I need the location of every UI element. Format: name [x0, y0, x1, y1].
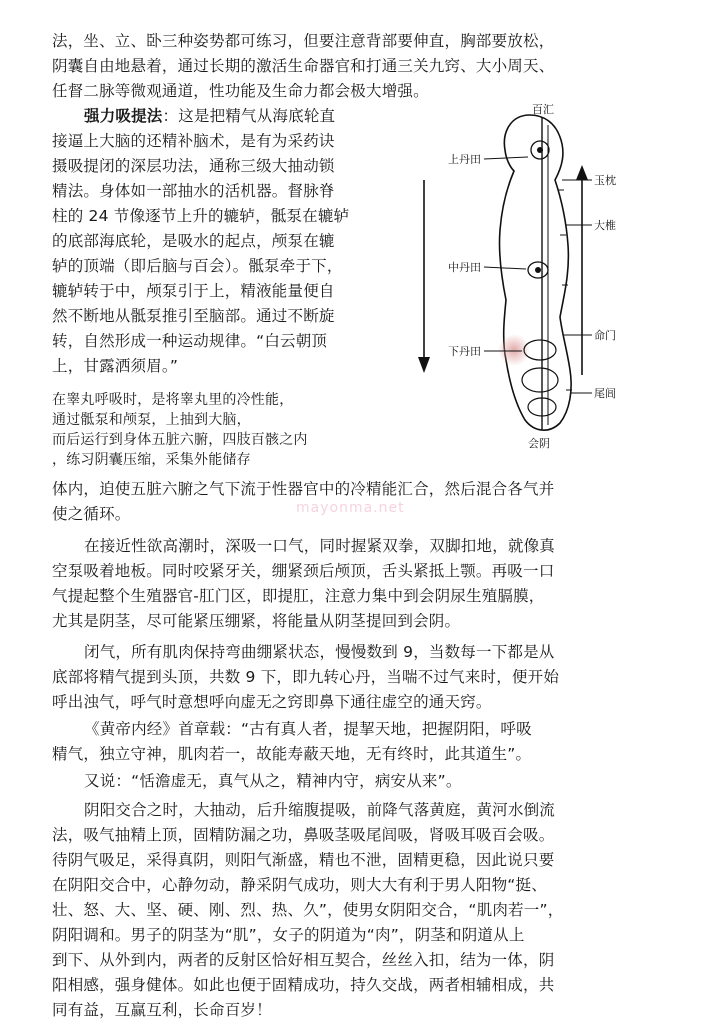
method-line-9: 然不断地从骶泵推引至脑部。通过不断旋	[52, 307, 335, 325]
final-line-4: 在阴阳交合中，心静勿动，静采阴气成功，则大大有利于男人阳物“挺、	[52, 876, 547, 894]
label-yuzhen: 玉枕	[594, 174, 616, 187]
down-arrow-head	[418, 357, 430, 373]
small-line-2: 通过骶泵和颅泵，上抽到大脑，	[52, 412, 251, 428]
final-line-5: 壮、怒、大、坚、硬、刚、烈、热、久”，使男女阴阳交合，“肌肉若一”，	[52, 901, 564, 919]
method-line-3: 摄吸提闭的深层功法，通称三级大抽动锁	[52, 157, 335, 175]
method-line-11: 上，甘露洒须眉。”	[52, 357, 179, 375]
method-line-2: 接逼上大脑的还精补脑术，是有为采药诀	[52, 132, 335, 150]
lower-dantian-glow	[498, 334, 530, 366]
final-line-8: 阳相感，强身健体。如此也便于固精成功，持久交战，两者相辅相成，共	[52, 976, 555, 994]
orgasm-line-2: 空泵吸着地板。同时咬紧牙关，绷紧颈后颅顶，舌头紧抵上颚。再吸一口	[52, 562, 555, 580]
label-shang-dantian: 上丹田	[448, 153, 481, 166]
up-arrow-head	[576, 165, 588, 180]
watermark-text: mayonma.net	[296, 500, 405, 516]
label-baihui: 百汇	[532, 103, 554, 116]
section-heading: 强力吸提法	[84, 107, 163, 125]
method-line-7: 轳的顶端（即后脑与百会）。骶泵牵于下，	[52, 257, 343, 275]
label-mingmen: 命门	[594, 329, 616, 342]
method-line-4: 精法。身体如一部抽水的活机器。督脉脊	[52, 182, 335, 200]
breath-line-2: 底部将精气提到头顶，共数 9 下，即九转心丹，当喘不过气来时，便开始	[52, 668, 560, 686]
method-line-5: 柱的 24 节像逐节上升的辘轳，骶泵在辘轳	[52, 207, 350, 225]
final-line-9: 同有益，互赢互利，长命百岁！	[52, 1001, 272, 1019]
method-line-10: 转，自然形成一种运动规律。“白云朝顶	[52, 332, 328, 350]
final-line-2: 法，吸气抽精上顶，固精防漏之功，鼻吸茎吸尾闾吸，肾吸耳吸百会吸。	[52, 826, 555, 844]
quote1-line-1: 《黄帝内经》首章载：“古有真人者，提挈天地，把握阴阳，呼吸	[84, 720, 532, 738]
cont-line-2: 使之循环。	[52, 505, 131, 523]
intro-line-2: 阴囊自由地悬着，通过长期的激活生命器官和打通三关九窍、大小周天、	[52, 57, 555, 75]
breath-line-3: 呼出浊气，呼气时意想呼向虚无之窍即鼻下通往虚空的通天窍。	[52, 693, 492, 711]
label-xia-dantian: 下丹田	[448, 345, 481, 358]
small-line-4: ，练习阴囊压缩，采集外能储存	[52, 452, 251, 468]
method-line-8: 辘轳转于中，颅泵引于上，精液能量便自	[52, 282, 335, 300]
method-line-1	[84, 105, 335, 128]
small-line-1: 在睾丸呼吸时，是将睾丸里的冷性能，	[52, 392, 294, 408]
final-line-6: 阴阳调和。男子的阴茎为“肌”，女子的阴道为“肉”，阴茎和阴道从上	[52, 926, 525, 944]
final-line-3: 待阴气吸足，采得真阴，则阳气渐盛，精也不泄，固精更稳，因此说只要	[52, 851, 555, 869]
orgasm-line-3: 气提起整个生殖器官-肛门区，即提肛，注意力集中到会阴尿生殖膈膜，	[52, 587, 545, 605]
body-outline	[499, 115, 571, 430]
cont-line-1: 体内，迫使五脏六腑之气下流于性器官中的冷精能汇合，然后混合各气并	[52, 480, 555, 498]
intro-line-3: 任督二脉等微观通道，性功能及生命力都会极大增强。	[52, 82, 429, 100]
final-line-1: 阴阳交合之时，大抽动，后升缩腹提吸，前降气落黄庭，黄河水倒流	[84, 801, 556, 819]
lower-loop-2	[522, 368, 558, 392]
method-line-1-text: ：这是把精气从海底轮直	[162, 107, 336, 125]
intro-line-1: 法，坐、立、卧三种姿势都可练习，但要注意背部要伸直，胸部要放松，	[52, 32, 555, 50]
orgasm-line-1: 在接近性欲高潮时，深吸一口气，同时握紧双拳，双脚扣地，就像真	[84, 537, 556, 555]
label-huiyin: 会阴	[528, 437, 550, 450]
small-line-3: 而后运行到身体五脏六腑，四肢百骸之内	[52, 432, 308, 448]
final-line-7: 到下、从外到内，两者的反射区恰好相互契合，丝丝入扣，结为一体，阴	[52, 951, 555, 969]
quote2-line-1: 又说：“恬澹虚无，真气从之，精神内守，病安从来”。	[84, 772, 462, 790]
label-weilv: 尾闾	[594, 387, 616, 400]
quote1-line-2: 精气，独立守神，肌肉若一，故能寿蔽天地，无有终时，此其道生”。	[52, 745, 532, 763]
label-dazhui: 大椎	[594, 219, 616, 232]
breath-line-1: 闭气，所有肌肉保持弯曲绷紧状态，慢慢数到 9，当数每一下都是从	[84, 643, 555, 661]
label-zhong-dantian: 中丹田	[448, 261, 481, 274]
orgasm-line-4: 尤其是阴茎，尽可能紧压绷紧，将能量从阴茎提回到会阴。	[52, 612, 461, 630]
body-channel-figure	[410, 95, 616, 455]
method-line-6: 的底部海底轮，是吸水的起点，颅泵在辘	[52, 232, 335, 250]
